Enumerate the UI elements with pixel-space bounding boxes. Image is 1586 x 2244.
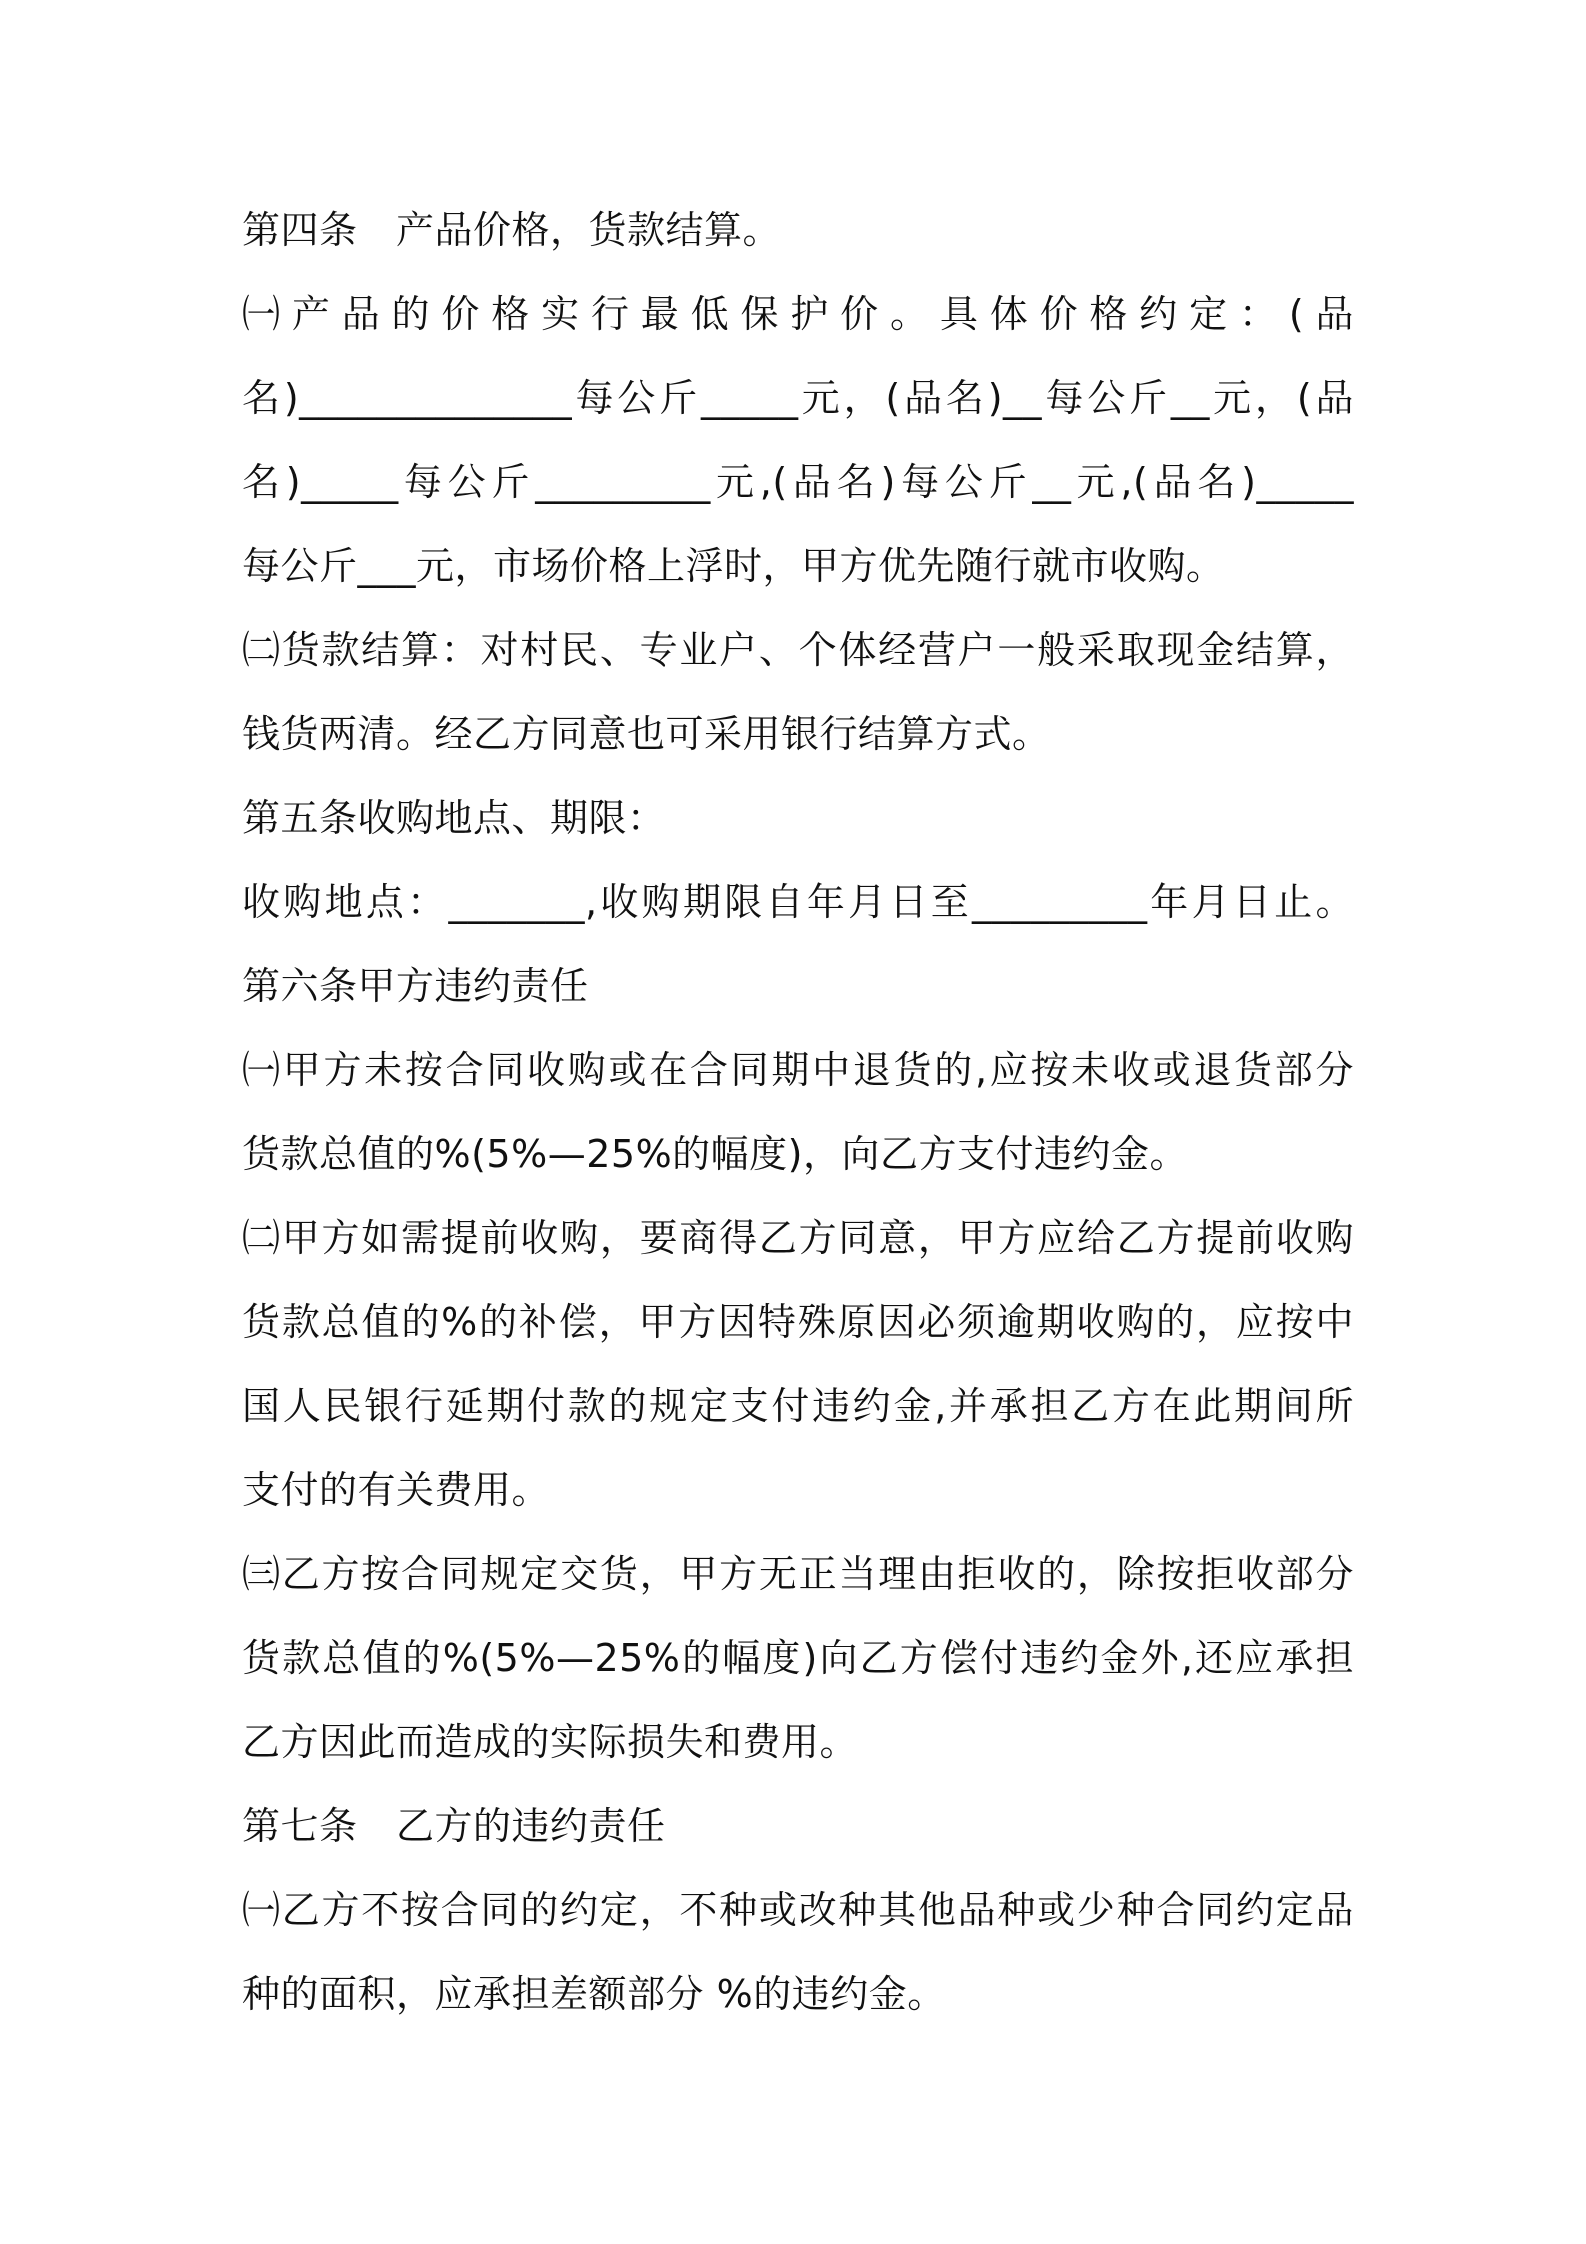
paragraph-line: ㈡甲方如需提前收购，要商得乙方同意，甲方应给乙方提前收购 — [242, 1216, 1354, 1260]
paragraph-line: 种的面积，应承担差额部分 %的违约金。 — [242, 1972, 946, 2016]
paragraph-line: 钱货两清。经乙方同意也可采用银行结算方式。 — [242, 712, 1051, 756]
paragraph-line: 货款总值的%(5%—25%的幅度)，向乙方支付违约金。 — [242, 1132, 1189, 1176]
paragraph-line: 每公斤___元，市场价格上浮时，甲方优先随行就市收购。 — [242, 544, 1225, 588]
paragraph-line: 收购地点：_______,收购期限自年月日至_________年月日止。 — [242, 880, 1354, 924]
paragraph-line: ㈠甲方未按合同收购或在合同期中退货的,应按未收或退货部分 — [242, 1048, 1354, 1092]
paragraph-line: 乙方因此而造成的实际损失和费用。 — [242, 1720, 859, 1764]
paragraph-line: ㈡货款结算：对村民、专业户、个体经营户一般采取现金结算， — [242, 628, 1354, 672]
paragraph-line: 货款总值的%(5%—25%的幅度)向乙方偿付违约金外,还应承担 — [242, 1636, 1354, 1680]
article-5-heading: 第五条收购地点、期限： — [242, 796, 666, 840]
paragraph-line: 支付的有关费用。 — [242, 1468, 551, 1512]
paragraph-line: ㈠乙方不按合同的约定，不种或改种其他品种或少种合同约定品 — [242, 1888, 1354, 1932]
document-body — [242, 196, 1354, 2044]
paragraph-line: ㈢乙方按合同规定交货，甲方无正当理由拒收的，除按拒收部分 — [242, 1552, 1354, 1596]
paragraph-line: 名)______________每公斤_____元，(品名)__每公斤__元，(品 — [242, 376, 1354, 420]
paragraph-line: 国人民银行延期付款的规定支付违约金,并承担乙方在此期间所 — [242, 1384, 1354, 1428]
article-6-heading: 第六条甲方违约责任 — [242, 964, 589, 1008]
paragraph-line: ㈠产品的价格实行最低保护价。具体价格约定：(品 — [242, 292, 1354, 336]
article-7-heading: 第七条 乙方的违约责任 — [242, 1804, 666, 1848]
paragraph-line: 名)_____每公斤_________元,(品名)每公斤__元,(品名)_____ — [242, 460, 1354, 504]
article-4-heading: 第四条 产品价格，货款结算。 — [242, 208, 782, 252]
paragraph-line: 货款总值的%的补偿，甲方因特殊原因必须逾期收购的，应按中 — [242, 1300, 1354, 1344]
